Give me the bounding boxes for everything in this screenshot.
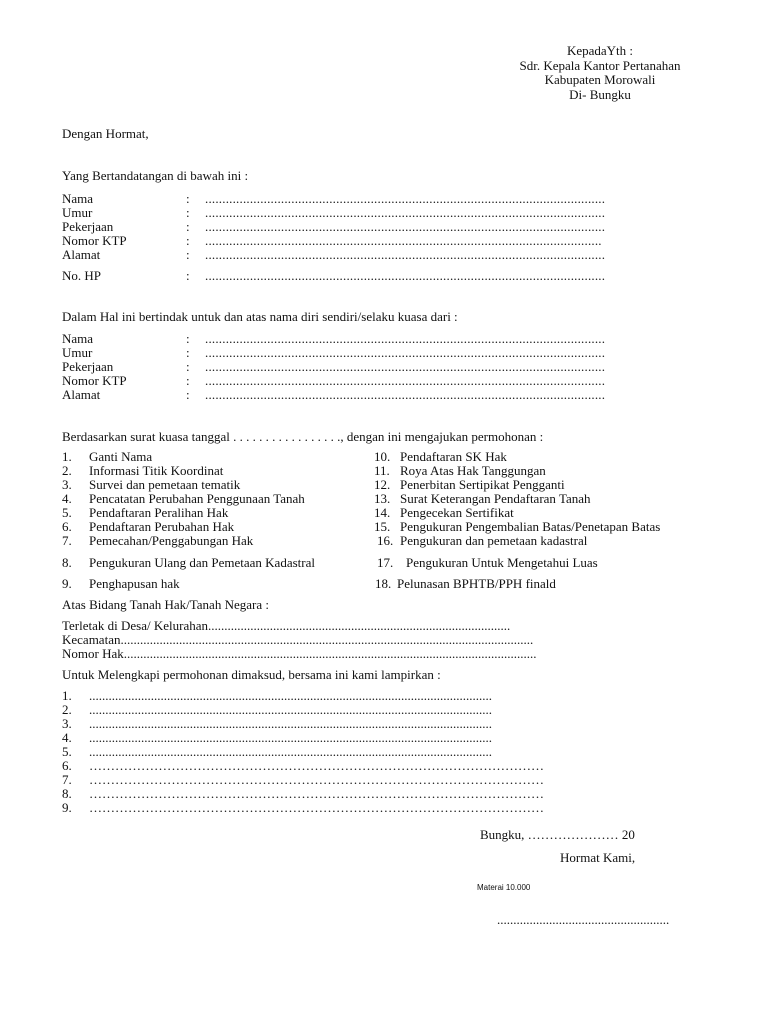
option-row	[0, 534, 768, 548]
option-number: 1.	[62, 449, 72, 464]
place-date-field[interactable]: Bungku, ………………… 20	[480, 827, 635, 842]
field-colon: :	[186, 219, 190, 234]
option-item[interactable]: Penghapusan hak	[89, 576, 180, 591]
option-number: 12.	[374, 477, 391, 492]
recipient-line-3: Kabupaten Morowali	[544, 72, 656, 87]
field-colon: :	[186, 247, 190, 262]
attachment-fill-line[interactable]: ............................................................................................................................	[89, 744, 492, 759]
field-colon: :	[186, 191, 190, 206]
field-fill-line[interactable]: ....................................................................................................................	[205, 345, 606, 360]
land-kecamatan-field[interactable]: Kecamatan...............................................................................................................................	[62, 632, 534, 647]
field-colon: :	[186, 268, 190, 283]
attachment-fill-line[interactable]: ............................................................................................................................	[89, 716, 492, 731]
option-item[interactable]: Pengukuran Untuk Mengetahui Luas	[406, 555, 598, 570]
option-number: 8.	[62, 555, 72, 570]
attachment-fill-line[interactable]: ............................................................................................................................	[89, 730, 492, 745]
field-row	[0, 332, 768, 346]
option-item[interactable]: Roya Atas Hak Tanggungan	[400, 463, 546, 478]
option-item[interactable]: Informasi Titik Koordinat	[89, 463, 224, 478]
field-label: Umur	[62, 345, 93, 360]
option-number: 13.	[374, 491, 391, 506]
attachment-number: 4.	[62, 730, 72, 745]
field-fill-line[interactable]: ....................................................................................................................	[205, 268, 606, 283]
option-number: 17.	[377, 555, 394, 570]
field-row	[0, 206, 768, 220]
option-row	[0, 464, 768, 478]
option-number: 6.	[62, 519, 72, 534]
recipient-line-2: Sdr. Kepala Kantor Pertanahan	[519, 57, 681, 73]
option-number: 7.	[62, 533, 72, 548]
option-number: 4.	[62, 491, 72, 506]
option-number: 11.	[374, 463, 390, 478]
field-row	[0, 192, 768, 206]
option-number: 5.	[62, 505, 72, 520]
option-number: 2.	[62, 463, 72, 478]
field-colon: :	[186, 387, 190, 402]
field-fill-line[interactable]: ....................................................................................................................	[205, 331, 606, 346]
attachment-row	[0, 731, 768, 745]
attachment-row	[0, 689, 768, 703]
attachment-fill-line[interactable]: ……………………………………………………………………………………………	[89, 786, 544, 801]
option-number: 3.	[62, 477, 72, 492]
field-fill-line[interactable]: ....................................................................................................................	[205, 373, 606, 388]
greeting: Dengan Hormat,	[62, 126, 149, 141]
option-row	[0, 506, 768, 520]
attachment-number: 2.	[62, 702, 72, 717]
option-number: 9.	[62, 576, 72, 591]
signature-line[interactable]: .....................................................	[497, 912, 670, 927]
field-fill-line[interactable]: ....................................................................................................................	[205, 219, 606, 234]
attachment-number: 3.	[62, 716, 72, 731]
field-fill-line[interactable]: ....................................................................................................................	[205, 191, 606, 206]
option-number: 14.	[374, 505, 391, 520]
field-row	[0, 346, 768, 360]
option-item[interactable]: Pengecekan Sertifikat	[400, 505, 514, 520]
attachment-row	[0, 759, 768, 773]
section1-heading: Yang Bertandatangan di bawah ini :	[62, 168, 249, 183]
field-label: Pekerjaan	[62, 359, 114, 374]
option-item[interactable]: Pencatatan Perubahan Penggunaan Tanah	[89, 491, 305, 506]
attachment-number: 8.	[62, 786, 72, 801]
attachment-number: 9.	[62, 800, 72, 815]
option-item[interactable]: Pendaftaran Perubahan Hak	[89, 519, 235, 534]
field-fill-line[interactable]: ....................................................................................................................	[205, 387, 606, 402]
field-row	[0, 220, 768, 234]
option-item[interactable]: Pengukuran Pengembalian Batas/Penetapan Batas	[400, 519, 661, 534]
option-item[interactable]: Pendaftaran Peralihan Hak	[89, 505, 229, 520]
field-row	[0, 360, 768, 374]
attachment-row	[0, 717, 768, 731]
option-number: 16.	[377, 533, 394, 548]
option-number: 15.	[374, 519, 391, 534]
field-row	[0, 388, 768, 402]
option-row	[0, 520, 768, 534]
recipient-line-1: KepadaYth :	[566, 43, 634, 58]
materai-label: Materai 10.000	[477, 883, 531, 892]
field-fill-line[interactable]: ....................................................................................................................	[205, 205, 606, 220]
attachment-row	[0, 787, 768, 801]
land-desa-field[interactable]: Terletak di Desa/ Kelurahan.............................................................................................	[62, 618, 511, 633]
field-label: Nama	[62, 191, 94, 206]
land-nomor-hak-field[interactable]: Nomor Hak...............................................................................................................................	[62, 646, 537, 661]
option-item[interactable]: Survei dan pemetaan tematik	[89, 477, 241, 492]
field-colon: :	[186, 359, 190, 374]
option-item[interactable]: Pelunasan BPHTB/PPH finald	[397, 576, 556, 591]
option-item[interactable]: Ganti Nama	[89, 449, 153, 464]
option-item[interactable]: Pemecahan/Penggabungan Hak	[89, 533, 254, 548]
attachment-fill-line[interactable]: ............................................................................................................................	[89, 688, 492, 703]
attachment-number: 5.	[62, 744, 72, 759]
field-label: Alamat	[62, 247, 101, 262]
field-label: Nomor KTP	[62, 233, 127, 248]
section2-heading: Dalam Hal ini bertindak untuk dan atas nama diri sendiri/selaku kuasa dari :	[62, 309, 458, 324]
field-label: Alamat	[62, 387, 101, 402]
option-number: 10.	[374, 449, 391, 464]
attachment-fill-line[interactable]: ............................................................................................................................	[89, 702, 492, 717]
option-row	[0, 577, 768, 591]
request-intro: Berdasarkan surat kuasa tanggal . . . . . . . . . . . . . . . . ., dengan ini mengajukan permohonan :	[62, 429, 544, 444]
attachment-row	[0, 773, 768, 787]
field-label: Nomor KTP	[62, 373, 127, 388]
attachment-fill-line[interactable]: ……………………………………………………………………………………………	[89, 800, 544, 815]
field-fill-line[interactable]: ....................................................................................................................	[205, 359, 606, 374]
attachment-fill-line[interactable]: ……………………………………………………………………………………………	[89, 758, 544, 773]
option-item[interactable]: Surat Keterangan Pendaftaran Tanah	[400, 491, 591, 506]
option-item[interactable]: Pengukuran dan pemetaan kadastral	[400, 533, 588, 548]
field-colon: :	[186, 205, 190, 220]
field-label: Nama	[62, 331, 94, 346]
field-colon: :	[186, 373, 190, 388]
option-row	[0, 556, 768, 570]
field-label: No. HP	[62, 268, 102, 283]
field-label: Umur	[62, 205, 93, 220]
option-row	[0, 450, 768, 464]
option-item[interactable]: Pendaftaran SK Hak	[400, 449, 507, 464]
field-row	[0, 248, 768, 262]
option-number: 18.	[375, 576, 392, 591]
closing-text: Hormat Kami,	[560, 850, 636, 865]
recipient-line-4: Di- Bungku	[569, 86, 631, 102]
field-row	[0, 269, 768, 283]
option-row	[0, 492, 768, 506]
attachments-heading: Untuk Melengkapi permohonan dimaksud, bersama ini kami lampirkan :	[62, 667, 441, 682]
attachment-row	[0, 745, 768, 759]
field-fill-line[interactable]: ....................................................................................................................	[205, 247, 606, 262]
option-item[interactable]: Pengukuran Ulang dan Pemetaan Kadastral	[89, 555, 315, 570]
option-item[interactable]: Penerbitan Sertipikat Pengganti	[400, 477, 565, 492]
recipient-block	[490, 44, 710, 102]
attachment-number: 1.	[62, 688, 72, 703]
land-heading: Atas Bidang Tanah Hak/Tanah Negara :	[62, 597, 269, 612]
field-fill-line[interactable]: ...................................................................................................................	[205, 233, 602, 248]
attachment-fill-line[interactable]: ……………………………………………………………………………………………	[89, 772, 544, 787]
option-row	[0, 478, 768, 492]
attachment-number: 6.	[62, 758, 72, 773]
attachment-number: 7.	[62, 772, 72, 787]
field-row	[0, 234, 768, 248]
attachment-row	[0, 703, 768, 717]
field-label: Pekerjaan	[62, 219, 114, 234]
attachment-row	[0, 801, 768, 815]
field-colon: :	[186, 331, 190, 346]
field-colon: :	[186, 233, 190, 248]
field-colon: :	[186, 345, 190, 360]
field-row	[0, 374, 768, 388]
